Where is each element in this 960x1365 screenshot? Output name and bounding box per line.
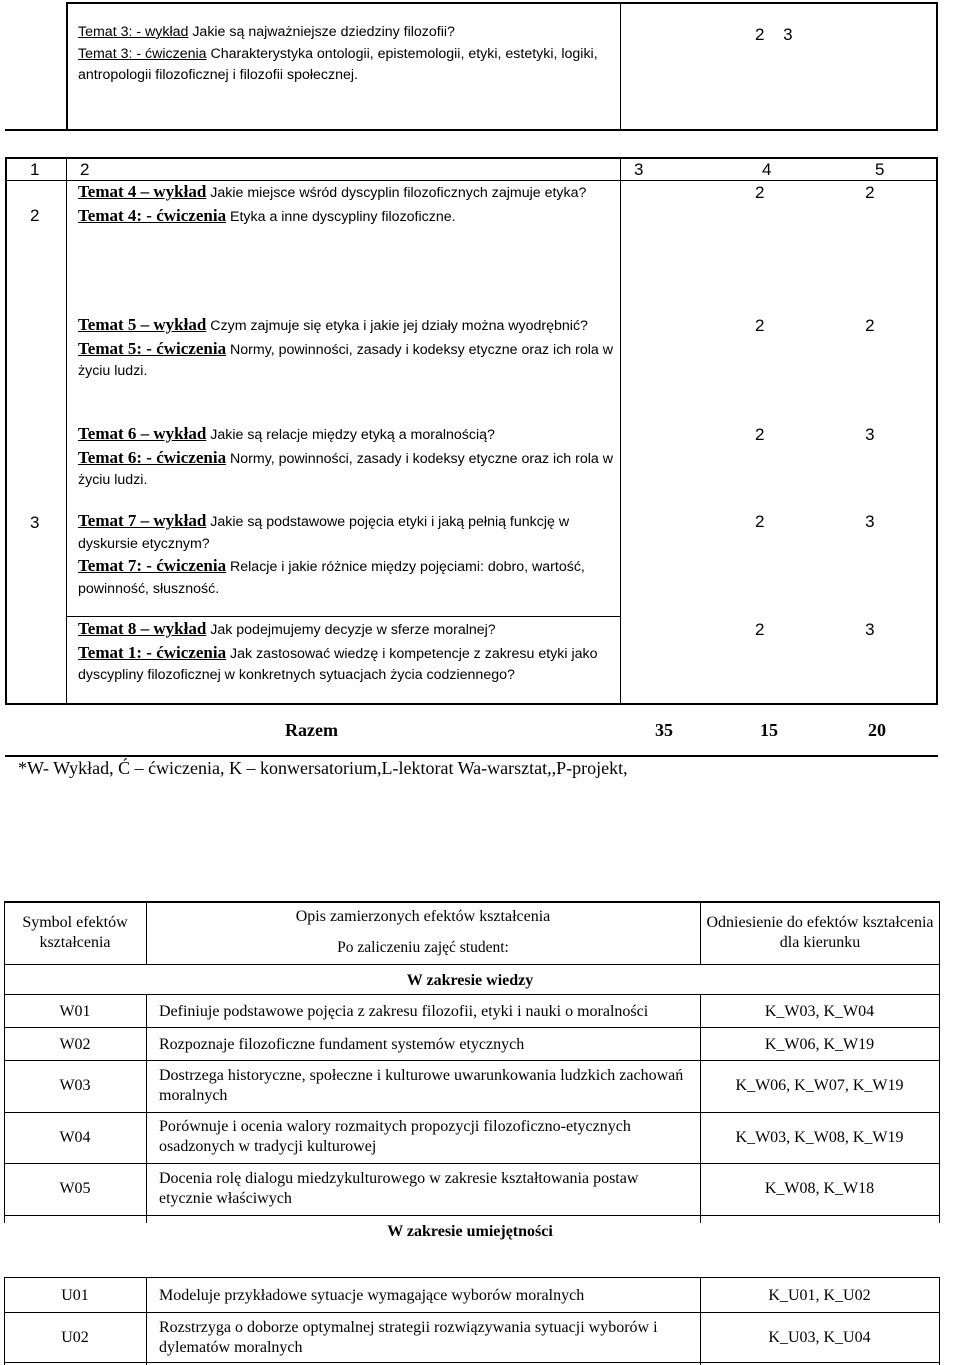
row-t6-lecture-key: Temat 6 – wykład — [78, 424, 207, 443]
skill-row-ref: K_U03, K_U04 — [768, 1329, 871, 1346]
group-3-number: 3 — [30, 513, 40, 532]
section-knowledge-title: W zakresie wiedzy — [406, 972, 534, 989]
row-t7-text — [78, 510, 613, 600]
row-t3-exercise-text: Charakterystyka ontologii, epistemologii, etyki, estetyki, logiki, antropologii filozoficznej i filozofii społecznej. — [78, 45, 598, 83]
header-description-title: Opis zamierzonych efektów kształcenia — [295, 908, 551, 925]
knowledge-row-desc: Porównuje i ocenia walory rozmaitych propozycji filozoficzno-etycznych osadzonych w tradycji kulturowej — [159, 1118, 631, 1155]
row-t3-lecture-text: Jakie są najważniejsze dziedziny filozofii? — [188, 24, 455, 40]
skill-row-symbol: U01 — [61, 1287, 89, 1304]
header-reference: Odniesienie do efektów kształcenia dla kierunku — [706, 914, 934, 951]
knowledge-row-symbol: W05 — [59, 1180, 91, 1197]
row-t4-lecture-key: Temat 4 – wykład — [78, 182, 207, 201]
row-t7-exercise-text: Relacje i jakie różnice między pojęciami: dobro, wartość, powinność, słuszność. — [78, 559, 585, 597]
skill-row-desc: Rozstrzyga o doborze optymalnej strategii rozwiązywania sytuacji wyborów i dylematów moralnych — [159, 1319, 658, 1356]
knowledge-row-ref: K_W03, K_W04 — [764, 1003, 875, 1020]
row-t5-hours: 2 2 — [755, 316, 875, 335]
group-2-number: 2 — [30, 206, 40, 225]
row-t6-exercise-key: Temat 6: - ćwiczenia — [78, 447, 227, 467]
row-t7-hours: 2 3 — [755, 512, 875, 531]
knowledge-row-symbol: W03 — [59, 1077, 91, 1094]
row-t7-lecture-text: Jakie są podstawowe pojęcia etyki i jaką pełnią funkcję w dyskursie etycznym? — [78, 514, 570, 552]
row-t3-text — [78, 22, 598, 87]
knowledge-row-symbol: W01 — [59, 1003, 91, 1020]
row-t4-hours: 2 2 — [755, 183, 875, 202]
skill-row-ref: K_U01, K_U02 — [768, 1287, 871, 1304]
knowledge-row-symbol: W04 — [59, 1129, 91, 1146]
knowledge-row-desc: Dostrzega historyczne, społeczne i kulturowe uwarunkowania ludzkich zachowań moralnych — [159, 1067, 684, 1104]
section-skills-title: W zakresie umiejętności — [387, 1223, 553, 1240]
row-t3-lecture-key: Temat 3: - wykład — [78, 24, 189, 40]
row-t5-lecture-text: Czym zajmuje się etyka i jakie jej działy można wyodrębnić? — [206, 318, 588, 334]
knowledge-row-ref: K_W08, K_W18 — [764, 1180, 875, 1197]
row-t7-lecture-key: Temat 7 – wykład — [78, 511, 207, 530]
header-col-2: 2 — [80, 160, 90, 179]
header-col-5: 5 — [875, 160, 885, 179]
row-t4-exercise-text: Etyka a inne dyscypliny filozoficzne. — [226, 208, 456, 225]
total-label: Razem — [285, 720, 338, 740]
knowledge-row-ref: K_W06, K_W19 — [764, 1036, 875, 1053]
row-t8-lecture-text: Jak podejmujemy decyzje w sferze moralnej? — [206, 622, 496, 638]
row-t8-text — [78, 618, 613, 687]
row-t8-exercise-text: Jak zastosować wiedzę i kompetencje z zakresu etyki jako dyscypliny filozoficznej w konkretnych sytuacjach życia codziennego? — [78, 645, 598, 683]
row-t6-exercise-text: Normy, powinności, zasady i kodeksy etyczne oraz ich rola w życiu ludzi. — [78, 450, 613, 488]
row-t5-exercise-key: Temat 5: - ćwiczenia — [78, 338, 227, 358]
row-t6-text — [78, 423, 613, 492]
row-t4-text — [78, 181, 598, 228]
legend-text: *W- Wykład, Ć – ćwiczenia, K – konwersatorium,L-lektorat Wa-warsztat,,P-projekt, — [18, 758, 628, 778]
row-t5-lecture-key: Temat 5 – wykład — [78, 315, 207, 334]
knowledge-row-ref: K_W03, K_W08, K_W19 — [735, 1129, 904, 1146]
header-symbol: Symbol efektów kształcenia — [22, 914, 128, 951]
row-t4-lecture-text: Jakie miejsce wśród dyscyplin filozoficznych zajmuje etyka? — [206, 185, 587, 201]
row-t6-lecture-text: Jakie są relacje między etyką a moralnością? — [206, 427, 495, 443]
row-t3-exercise-key: Temat 3: - ćwiczenia — [78, 45, 207, 62]
total-value-1: 35 — [655, 720, 673, 740]
knowledge-row-desc: Rozpoznaje filozoficzne fundament systemów etycznych — [159, 1036, 525, 1053]
total-value-3: 20 — [868, 720, 886, 740]
row-t4-exercise-key: Temat 4: - ćwiczenia — [78, 205, 227, 225]
header-col-4: 4 — [762, 160, 772, 179]
knowledge-row-desc: Definiuje podstawowe pojęcia z zakresu filozofii, etyki i nauki o moralności — [159, 1003, 649, 1020]
row-t3-hours: 2 3 — [755, 25, 793, 44]
header-description-sub: Po zaliczeniu zajęć student: — [337, 939, 509, 956]
row-t5-text — [78, 314, 613, 383]
row-t8-hours: 2 3 — [755, 620, 875, 639]
skill-row-symbol: U02 — [61, 1329, 89, 1346]
row-t5-exercise-text: Normy, powinności, zasady i kodeksy etyczne oraz ich rola w życiu ludzi. — [78, 341, 613, 379]
row-t6-hours: 2 3 — [755, 425, 875, 444]
total-value-2: 15 — [760, 720, 778, 740]
knowledge-row-ref: K_W06, K_W07, K_W19 — [735, 1077, 904, 1094]
header-col-3: 3 — [634, 160, 644, 179]
skill-row-desc: Modeluje przykładowe sytuacje wymagające wyborów moralnych — [159, 1287, 585, 1304]
knowledge-row-desc: Docenia rolę dialogu miedzykulturowego w zakresie kształtowania postaw etycznie właściwych — [159, 1170, 639, 1207]
row-t8-lecture-key: Temat 8 – wykład — [78, 619, 207, 638]
header-col-1: 1 — [30, 160, 40, 179]
row-t8-exercise-key: Temat 1: - ćwiczenia — [78, 642, 227, 662]
knowledge-row-symbol: W02 — [59, 1036, 91, 1053]
row-t7-exercise-key: Temat 7: - ćwiczenia — [78, 556, 227, 575]
